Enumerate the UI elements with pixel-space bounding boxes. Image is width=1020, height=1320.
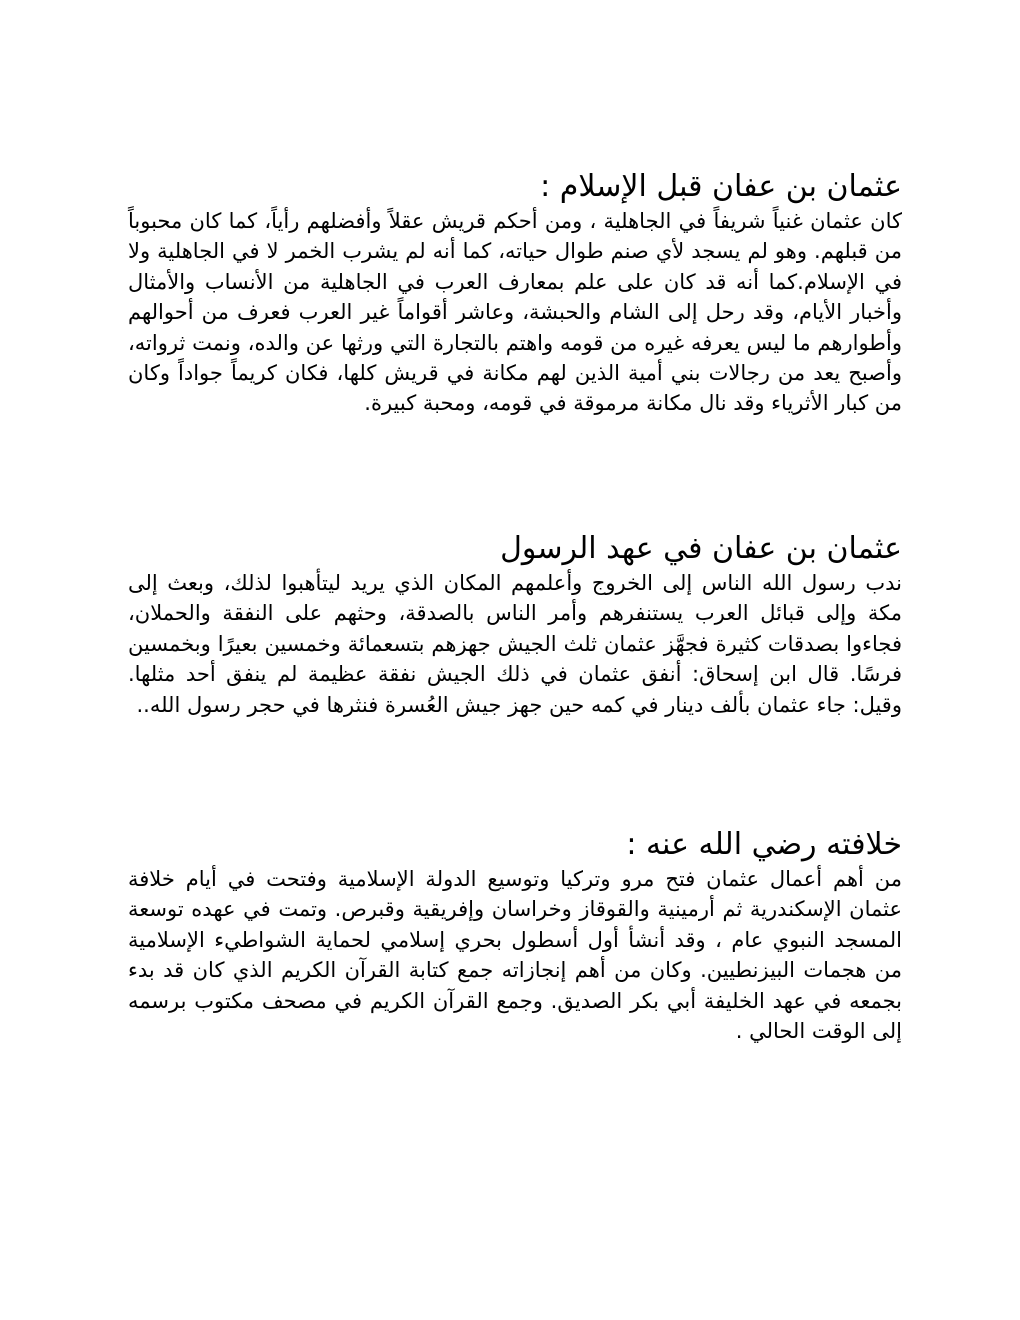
- section-heading: عثمان بن عفان قبل الإسلام :: [540, 169, 902, 204]
- section-paragraph: من أهم أعمال عثمان فتح مرو وتركيا وتوسيع الدولة الإسلامية وفتحت في أيام خلافة عثمان الإسكندرية ثم أرمينية والقوقاز وخراسان وإفريقية وقبرص. وتمت في عهده توسعة المسجد النبوي عام ، وقد أنشأ أول أسطول بحري إسلامي لحماية الشواطيء الإسلامية من هجمات البيزنطيين. وكان من أهم إنجازاته جمع كتابة القرآن الكريم الذي كان قد بدء بجمعه في عهد الخليفة أبي بكر الصديق. وجمع القرآن الكريم في مصحف مكتوب برسمه إلى الوقت الحالي .: [128, 867, 902, 1044]
- section-heading: عثمان بن عفان في عهد الرسول: [500, 531, 902, 566]
- section-before-islam: [128, 168, 902, 419]
- section-paragraph: كان عثمان غنياً شريفاً في الجاهلية ، ومن أحكم قريش عقلاً وأفضلهم رأياً، كما كان محبوباً من قبلهم. وهو لم يسجد لأي صنم طوال حياته، كما أنه لم يشرب الخمر لا في الجاهلية ولا في الإسلام.كما أنه قد كان على علم بمعارف العرب في الجاهلية من الأنساب والأمثال وأخبار الأيام، وقد رحل إلى الشام والحبشة، وعاشر أقواماً غير العرب فعرف من أحوالهم وأطوارهم ما ليس يعرفه غيره من قومه واهتم بالتجارة التي ورثها عن والده، ونمت ثرواته، وأصبح يعد من رجالات بني أمية الذين لهم مكانة في قريش كلها، فكان كريماً جواداً وكان من كبار الأثرياء وقد نال مكانة مرموقة في قومه، ومحبة كبيرة.: [128, 209, 902, 416]
- section-prophet-era: [128, 530, 902, 720]
- section-heading: خلافته رضي الله عنه :: [626, 827, 902, 862]
- section-caliphate: [128, 826, 902, 1046]
- section-paragraph: ندب رسول الله الناس إلى الخروج وأعلمهم المكان الذي يريد ليتأهبوا لذلك، وبعث إلى مكة وإلى قبائل العرب يستنفرهم وأمر الناس بالصدقة، وحثهم على النفقة والحملان، فجاءوا بصدقات كثيرة فجهَّز عثمان ثلث الجيش جهزهم بتسعمائة وخمسين بعيرًا وبخمسين فرسًا. قال ابن إسحاق: أنفق عثمان في ذلك الجيش نفقة عظيمة لم ينفق أحد مثلها. وقيل: جاء عثمان بألف دينار في كمه حين جهز جيش العُسرة فنثرها في حجر رسول الله..: [128, 571, 902, 717]
